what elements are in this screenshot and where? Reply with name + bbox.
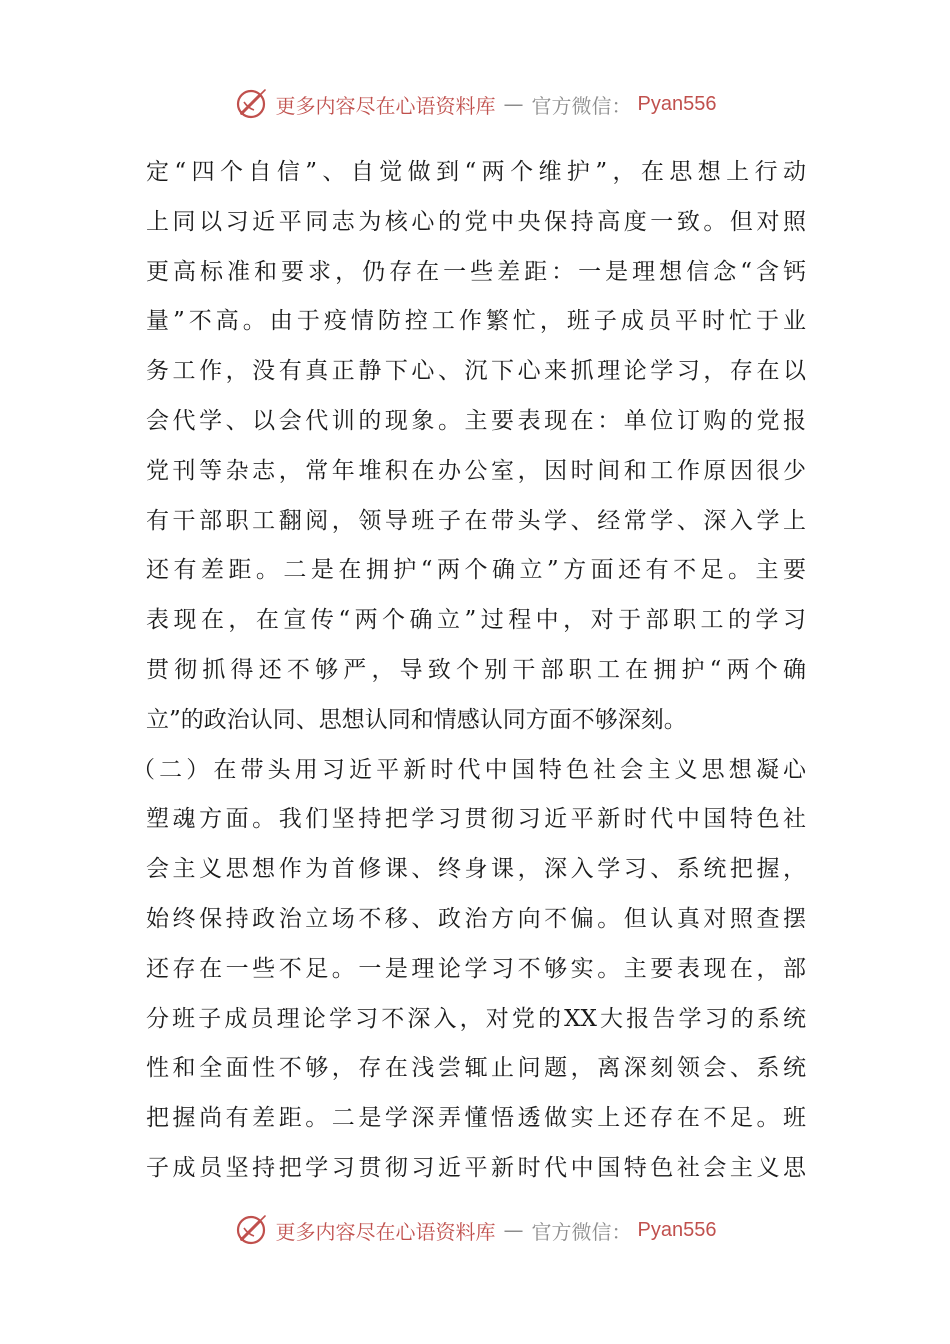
body-line: 性和全面性不够，存在浅尝辄止问题，离深刻领会、系统 [146, 1055, 806, 1082]
watermark-text: 更多内容尽在心语资料库 [275, 1219, 496, 1244]
watermark-label: 官方微信： [531, 93, 632, 118]
body-line: 有干部职工翻阅，领导班子在带头学、经常学、深入学上 [146, 507, 806, 534]
body-line: 塑魂方面。我们坚持把学习贯彻习近平新时代中国特色社 [146, 806, 806, 833]
pen-logo-icon [234, 86, 270, 122]
watermark-id: Pyan556 [637, 1218, 717, 1241]
pen-logo-icon [234, 1212, 270, 1248]
watermark-dash: — [503, 1218, 524, 1242]
body-line: 立”的政治认同、思想认同和情感认同方面不够深刻。 [146, 706, 687, 733]
document-body [132, 148, 806, 1194]
body-line: 表现在，在宣传“两个确立”过程中，对于部职工的学习 [146, 607, 806, 634]
body-line: 会代学、以会代训的现象。主要表现在：单位订购的党报 [146, 407, 806, 434]
body-line: 党刊等杂志，常年堆积在办公室，因时间和工作原因很少 [146, 457, 806, 484]
body-line: 还有差距。二是在拥护“两个确立”方面还有不足。主要 [146, 557, 806, 584]
body-line: 分班子成员理论学习不深入，对党的XX大报告学习的系统 [146, 1005, 806, 1032]
body-line: 贯彻抓得还不够严，导致个别干部职工在拥护“两个确 [146, 656, 806, 683]
watermark-id: Pyan556 [637, 92, 717, 115]
body-line: 始终保持政治立场不移、政治方向不偏。但认真对照查摆 [146, 905, 806, 932]
body-line: 子成员坚持把学习贯彻习近平新时代中国特色社会主义思 [146, 1154, 806, 1181]
body-line: 更高标准和要求，仍存在一些差距：一是理想信念“含钙 [146, 258, 806, 285]
footer-watermark [0, 1210, 950, 1250]
watermark-text: 更多内容尽在心语资料库 [275, 93, 496, 118]
body-line: 量”不高。由于疫情防控工作繁忙，班子成员平时忙于业 [146, 308, 806, 335]
header-watermark [0, 84, 950, 124]
body-line: 还存在一些不足。一是理论学习不够实。主要表现在，部 [146, 955, 806, 982]
body-line: 定“四个自信”、自觉做到“两个维护”，在思想上行动 [146, 159, 806, 185]
body-line: 会主义思想作为首修课、终身课，深入学习、系统把握， [146, 856, 806, 883]
section-heading-line: （二）在带头用习近平新时代中国特色社会主义思想凝心 [132, 756, 806, 783]
watermark-label: 官方微信： [531, 1219, 632, 1244]
body-line: 上同以习近平同志为核心的党中央保持高度一致。但对照 [146, 208, 806, 235]
body-line: 务工作，没有真正静下心、沉下心来抓理论学习，存在以 [146, 358, 806, 385]
body-line: 把握尚有差距。二是学深弄懂悟透做实上还存在不足。班 [146, 1105, 806, 1132]
watermark-dash: — [503, 92, 524, 116]
